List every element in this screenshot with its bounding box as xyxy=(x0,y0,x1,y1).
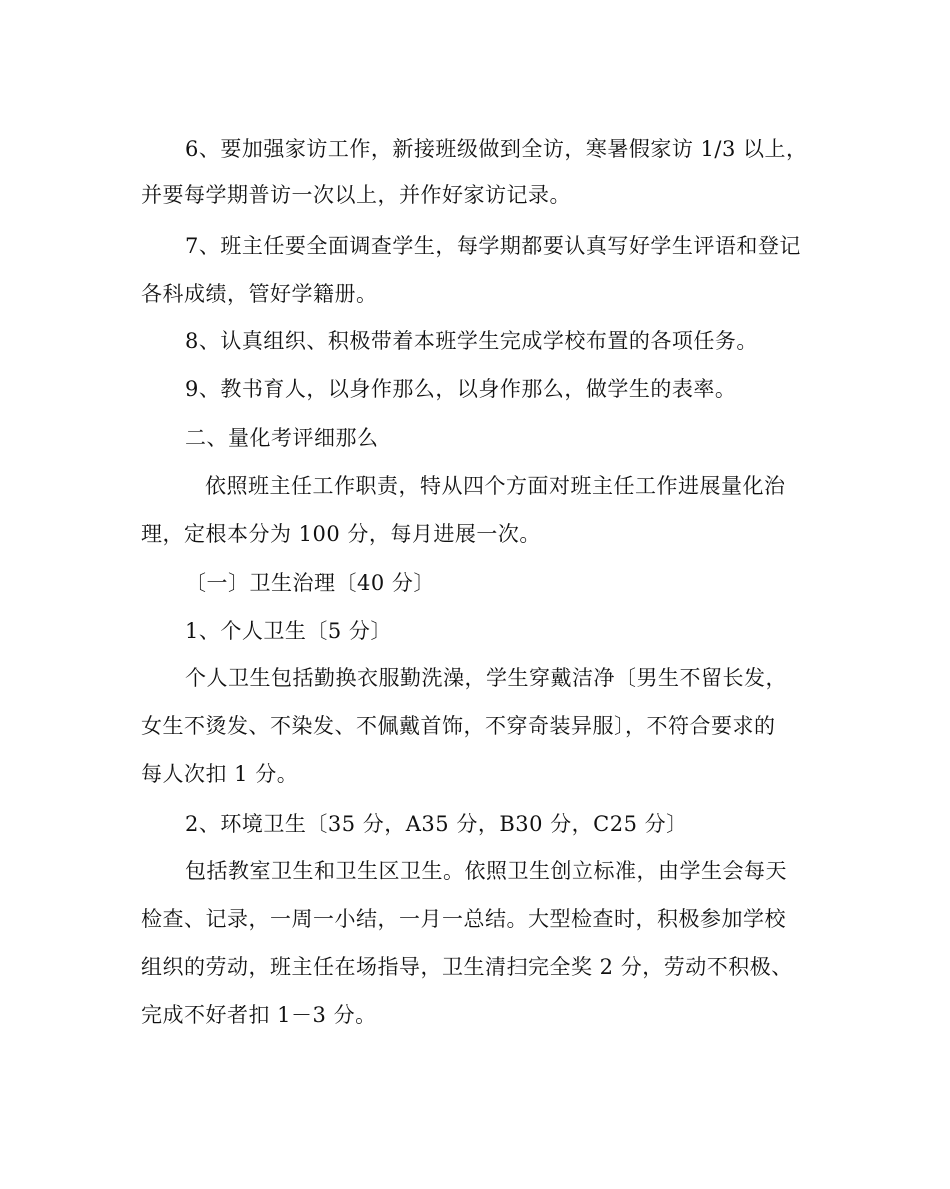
item-2-body-line-4: 完成不好者扣 1－3 分。 xyxy=(141,1003,377,1027)
intro-line-2: 理，定根本分为 100 分，每月进展一次。 xyxy=(141,522,541,546)
item-2-body-line-2: 检查、记录，一周一小结，一月一总结。大型检查时，积极参加学校 xyxy=(141,907,786,931)
intro-line-1: 依照班主任工作职责，特从四个方面对班主任工作进展量化治 xyxy=(205,474,786,498)
item-1-body-line-2: 女生不烫发、不染发、不佩戴首饰，不穿奇装异服〕，不符合要求的 xyxy=(141,714,776,738)
item-1-heading: 1、个人卫生〔5 分〕 xyxy=(185,619,392,643)
item-2-body-line-3: 组织的劳动，班主任在场指导，卫生清扫完全奖 2 分，劳动不积极、 xyxy=(141,955,793,979)
section-heading-2: 二、量化考评细那么 xyxy=(185,426,379,450)
paragraph-8-line-1: 8、认真组织、积极带着本班学生完成学校布置的各项任务。 xyxy=(185,329,758,353)
paragraph-6-line-2: 并要每学期普访一次以上，并作好家访记录。 xyxy=(141,183,571,207)
paragraph-6-line-1: 6、要加强家访工作，新接班级做到全访，寒暑假家访 1/3 以上， xyxy=(185,137,808,161)
item-1-body-line-1: 个人卫生包括勤换衣服勤洗澡，学生穿戴洁净〔男生不留长发， xyxy=(185,666,787,690)
item-1-body-line-3: 每人次扣 1 分。 xyxy=(141,762,299,786)
paragraph-7-line-2: 各科成绩，管好学籍册。 xyxy=(141,282,378,306)
item-2-body-line-1: 包括教室卫生和卫生区卫生。依照卫生创立标准，由学生会每天 xyxy=(185,859,787,883)
paragraph-7-line-1: 7、班主任要全面调查学生，每学期都要认真写好学生评语和登记 xyxy=(185,234,801,258)
section-1-heading: 〔一〕卫生治理〔40 分〕 xyxy=(185,571,435,595)
item-2-heading: 2、环境卫生〔35 分，A35 分，B30 分，C25 分〕 xyxy=(185,812,688,836)
paragraph-9-line-1: 9、教书育人，以身作那么，以身作那么，做学生的表率。 xyxy=(185,377,737,401)
